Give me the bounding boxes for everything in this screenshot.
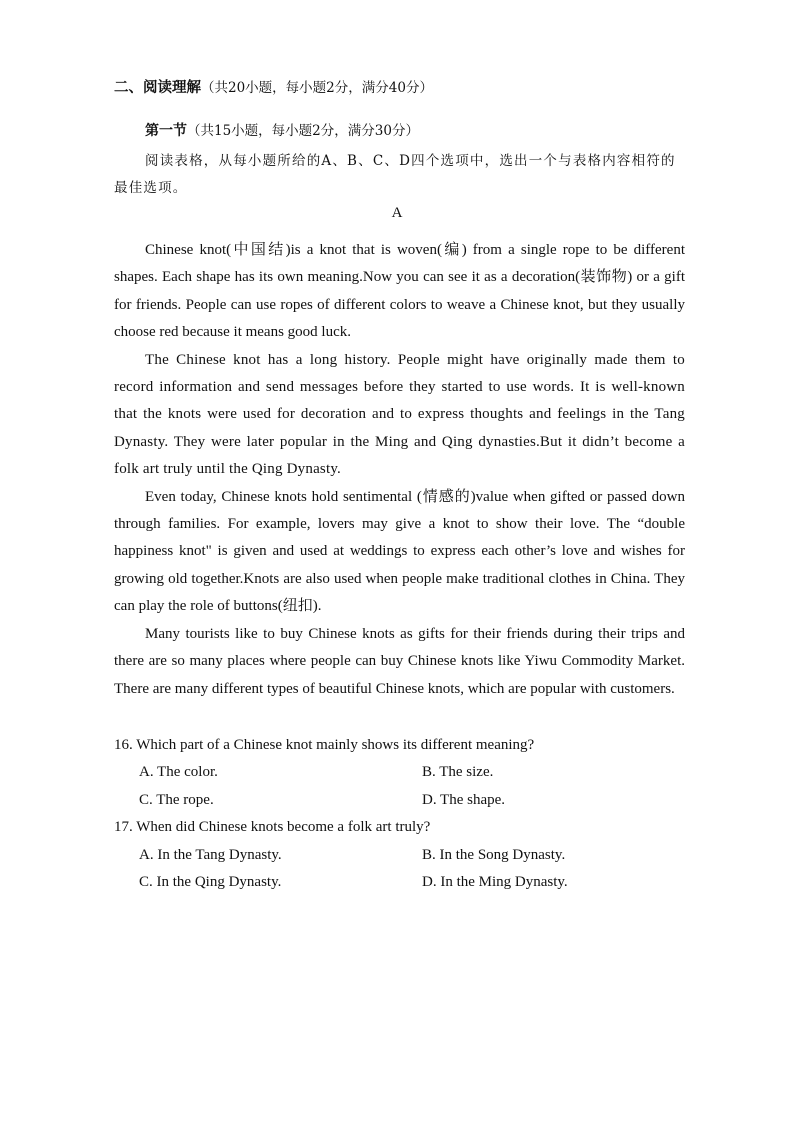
- option-group: [114, 842, 694, 897]
- passage-paragraph-2: The Chinese knot has a long history. People might have originally made them to record information and send messages before they started to use words. It is well-known that the knots were used for decoration and to express thoughts and feelings in the Tang Dynasty. They were later popular in the Ming and Qing dynasties.But it didn’t become a folk art truly until the Qing Dynasty.: [114, 351, 685, 478]
- option-c: C. The rope.: [139, 791, 214, 808]
- question-list: [114, 732, 694, 896]
- subsection-score-note: （共15小题，每小题2分，满分30分）: [187, 123, 419, 139]
- passage-label: A: [391, 205, 403, 221]
- option-c: C. In the Qing Dynasty.: [139, 874, 282, 890]
- option-a: A. In the Tang Dynasty.: [139, 846, 282, 863]
- passage-paragraph-4: Many tourists like to buy Chinese knots as gifts for their friends during their trips and there are so many places where people can buy Chinese knots like Yiwu Commodity Market. There are many different types of beautiful Chinese knots, which are popular with customers.: [114, 625, 685, 697]
- question-stem: 16. Which part of a Chinese knot mainly shows its different meaning?: [114, 737, 535, 753]
- question-stem: 17. When did Chinese knots become a folk art truly?: [114, 819, 431, 836]
- instructions-text: 阅读表格，从每小题所给的A、B、C、D四个选项中，选出一个与表格内容相符的最佳选项。: [114, 153, 676, 196]
- option-b: B. In the Song Dynasty.: [422, 846, 566, 863]
- option-group: [114, 759, 694, 814]
- subsection-heading: [145, 121, 419, 141]
- question-16: [114, 732, 694, 814]
- passage-paragraph-1: Chinese knot(中国结)is a knot that is woven(编) from a single rope to be different shapes. Each shape has its own meaning.Now you can see it as a decoration(装饰物) or a gift for friends. People can use ropes of different colors to weave a Chinese knot, but they usually choose red because it means good luck.: [114, 242, 685, 341]
- section-title: 二、阅读理解: [114, 80, 201, 96]
- option-a: A. The color.: [139, 764, 218, 781]
- subsection-title: 第一节: [145, 123, 187, 139]
- question-17: [114, 814, 694, 896]
- reading-passage: [114, 237, 685, 703]
- option-b: B. The size.: [422, 764, 494, 781]
- passage-paragraph-3: Even today, Chinese knots hold sentimental (情感的)value when gifted or passed down through families. For example, lovers may give a knot to show their love. The “double happiness knot" is given and used at weddings to express each other’s love and wishes for growing old together.Knots are also used when people make traditional clothes in China. They can play the role of buttons(纽扣).: [114, 488, 685, 615]
- section-score-note: （共20小题，每小题2分，满分40分）: [201, 80, 433, 96]
- option-d: D. The shape.: [422, 791, 506, 808]
- section-heading: [114, 78, 433, 98]
- option-d: D. In the Ming Dynasty.: [422, 874, 568, 890]
